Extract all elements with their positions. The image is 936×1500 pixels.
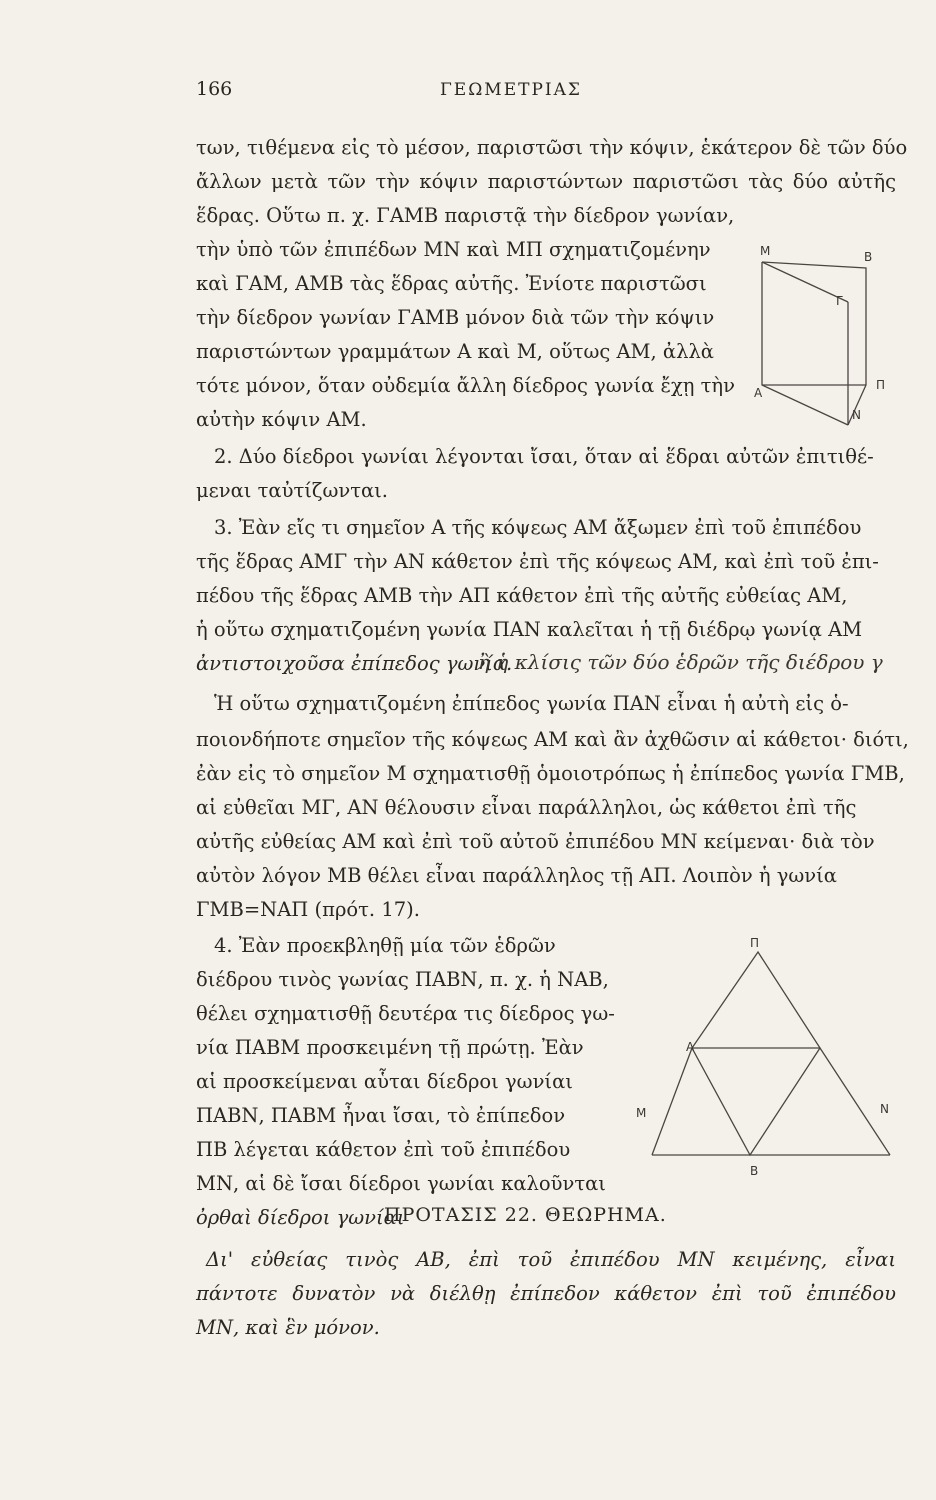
text-line: νία ΠΑΒΜ προσκειμένη τῇ πρώτῃ. Ἐὰν bbox=[196, 1036, 584, 1059]
text-line: αὐτὸν λόγον ΜΒ θέλει εἶναι παράλληλος τῇ ΑΠ. Λοιπὸν ἡ γωνία bbox=[196, 864, 837, 887]
fig1-label-n: N bbox=[852, 408, 861, 422]
fig1-label-a: A bbox=[754, 386, 763, 400]
text-line: αἱ προσκείμεναι αὗται δίεδροι γωνίαι bbox=[196, 1070, 573, 1093]
fig2-label-a: A bbox=[686, 1040, 695, 1054]
text-line: αἱ εὐθεῖαι ΜΓ, ΑΝ θέλουσιν εἶναι παράλληλοι, ὡς κάθετοι ἐπὶ τῆς bbox=[196, 796, 857, 819]
fig2-label-n: N bbox=[880, 1102, 889, 1116]
handwritten-note: ἢ ἡ κλίσις τῶν δύο ἑδρῶν τῆς διέδρου γ bbox=[478, 650, 883, 674]
theorem-line: ΜΝ, καὶ ἓν μόνον. bbox=[196, 1316, 380, 1339]
text-line: ΓΜΒ=ΝΑΠ (πρότ. 17). bbox=[196, 898, 420, 921]
text-line: ΠΒ λέγεται κάθετον ἐπὶ τοῦ ἐπιπέδου bbox=[196, 1138, 571, 1161]
text-line-italic: ὀρθαὶ δίεδροι γωνίαι bbox=[196, 1206, 405, 1229]
text-line: τὴν ὑπὸ τῶν ἐπιπέδων ΜΝ καὶ ΜΠ σχηματιζομένην bbox=[196, 238, 711, 261]
text-line: ἄλλων μετὰ τῶν τὴν κόψιν παριστώντων παριστῶσι τὰς δύο αὐτῆς bbox=[196, 170, 896, 193]
text-line: 2. Δύο δίεδροι γωνίαι λέγονται ἴσαι, ὅταν αἱ ἕδραι αὐτῶν ἐπιτιθέ- bbox=[214, 445, 874, 468]
text-line: 4. Ἐὰν προεκβληθῇ μία τῶν ἑδρῶν bbox=[214, 934, 556, 957]
text-line: ΠΑΒΝ, ΠΑΒΜ ἦναι ἴσαι, τὸ ἐπίπεδον bbox=[196, 1104, 566, 1127]
text-line: ἕδρας. Οὕτω π. χ. ΓΑΜΒ παριστᾷ τὴν δίεδρον γωνίαν, bbox=[196, 204, 735, 227]
text-line: αὐτὴν κόψιν ΑΜ. bbox=[196, 408, 367, 431]
text-line: ΜΝ, αἱ δὲ ἴσαι δίεδροι γωνίαι καλοῦνται bbox=[196, 1172, 606, 1195]
text-line-italic: ἀντιστοιχοῦσα ἐπίπεδος γωνία. bbox=[196, 652, 513, 675]
fig2-label-m: M bbox=[636, 1106, 647, 1120]
text-line: 3. Ἐὰν εἴς τι σημεῖον Α τῆς κόψεως ΑΜ ἄξωμεν ἐπὶ τοῦ ἐπιπέδου bbox=[214, 516, 862, 539]
running-title: ΓΕΩΜΕΤΡΙΑΣ bbox=[440, 80, 582, 100]
fig1-label-g: Γ bbox=[836, 294, 843, 308]
fig1-label-m: M bbox=[760, 244, 771, 258]
page-number: 166 bbox=[196, 78, 233, 100]
text-line: τότε μόνον, ὅταν οὐδεμία ἄλλη δίεδρος γωνία ἔχῃ τὴν bbox=[196, 374, 735, 397]
text-line: παριστώντων γραμμάτων Α καὶ Μ, οὕτως ΑΜ, ἀλλὰ bbox=[196, 340, 714, 363]
fig2-label-p: Π bbox=[750, 936, 760, 950]
text-line: τὴν δίεδρον γωνίαν ΓΑΜΒ μόνον διὰ τῶν τὴν κόψιν bbox=[196, 306, 715, 329]
text-line: αὐτῆς εὐθείας ΑΜ καὶ ἐπὶ τοῦ αὐτοῦ ἐπιπέδου ΜΝ κείμεναι· διὰ τὸν bbox=[196, 830, 875, 853]
fig2-label-b: B bbox=[750, 1164, 759, 1178]
text-line: μεναι ταὐτίζωνται. bbox=[196, 479, 389, 502]
text-line: τῆς ἕδρας ΑΜΓ τὴν ΑΝ κάθετον ἐπὶ τῆς κόψεως ΑΜ, καὶ ἐπὶ τοῦ ἐπι- bbox=[196, 550, 879, 573]
theorem-line: πάντοτε δυνατὸν νὰ διέλθῃ ἐπίπεδον κάθετον ἐπὶ τοῦ ἐπιπέδου bbox=[196, 1282, 896, 1305]
text-line: πέδου τῆς ἕδρας ΑΜΒ τὴν ΑΠ κάθετον ἐπὶ τῆς αὐτῆς εὐθείας ΑΜ, bbox=[196, 584, 848, 607]
text-line: ἐὰν εἰς τὸ σημεῖον Μ σχηματισθῇ ὁμοιοτρόπως ἡ ἐπίπεδος γωνία ΓΜΒ, bbox=[196, 762, 905, 785]
text-line: ἡ οὕτω σχηματιζομένη γωνία ΠΑΝ καλεῖται ἡ τῇ διέδρῳ γωνίᾳ ΑΜ bbox=[196, 618, 863, 641]
text-line: καὶ ΓΑΜ, ΑΜΒ τὰς ἕδρας αὐτῆς. Ἐνίοτε παριστῶσι bbox=[196, 272, 707, 295]
text-line: διέδρου τινὸς γωνίας ΠΑΒΝ, π. χ. ἡ ΝΑΒ, bbox=[196, 968, 609, 991]
text-line: των, τιθέμενα εἰς τὸ μέσον, παριστῶσι τὴν κόψιν, ἑκάτερον δὲ τῶν δύο bbox=[196, 136, 908, 159]
text-line: Ἡ οὕτω σχηματιζομένη ἐπίπεδος γωνία ΠΑΝ εἶναι ἡ αὐτὴ εἰς ὁ- bbox=[214, 692, 849, 715]
theorem-line: Δι' εὐθείας τινὸς ΑΒ, ἐπὶ τοῦ ἐπιπέδου ΜΝ κειμένης, εἶναι bbox=[206, 1248, 896, 1271]
fig1-label-b: B bbox=[864, 250, 873, 264]
theorem-title: ΠΡΟΤΑΣΙΣ 22. ΘΕΩΡΗΜΑ. bbox=[384, 1204, 667, 1226]
text-line: θέλει σχηματισθῇ δευτέρα τις δίεδρος γω- bbox=[196, 1002, 615, 1025]
text-line: ποιονδήποτε σημεῖον τῆς κόψεως ΑΜ καὶ ἂν ἀχθῶσιν αἱ κάθετοι· διότι, bbox=[196, 728, 909, 751]
fig1-label-p: Π bbox=[876, 378, 886, 392]
